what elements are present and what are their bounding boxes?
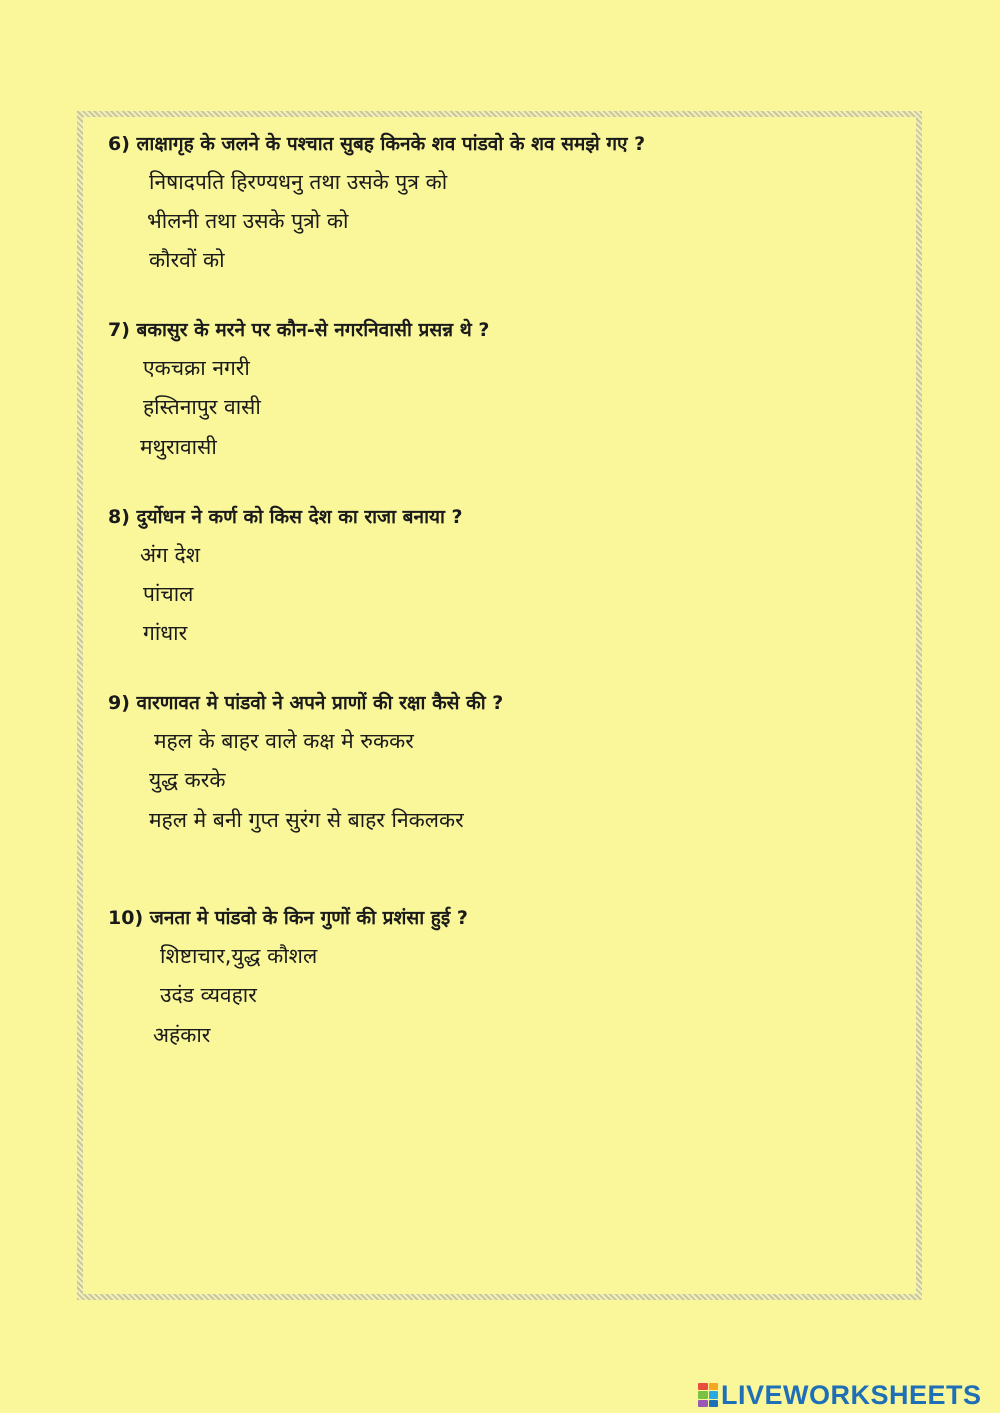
q9-option-1[interactable]: महल के बाहर वाले कक्ष मे रुककर	[154, 729, 414, 753]
q7-option-3[interactable]: मथुरावासी	[140, 435, 217, 459]
q7-option-1[interactable]: एकचक्रा नगरी	[143, 356, 250, 380]
q6-option-1[interactable]: निषादपति हिरण्यधनु तथा उसके पुत्र को	[149, 170, 448, 194]
q9-option-2[interactable]: युद्ध करके	[149, 768, 226, 792]
q8-option-2[interactable]: पांचाल	[143, 582, 194, 606]
question-8: 8) दुर्योधन ने कर्ण को किस देश का राजा बनाया ?	[108, 506, 463, 528]
q8-option-3[interactable]: गांधार	[143, 621, 188, 645]
q6-option-3[interactable]: कौरवों को	[149, 248, 225, 272]
q6-option-2[interactable]: भीलनी तथा उसके पुत्रो को	[147, 209, 349, 233]
q8-option-1[interactable]: अंग देश	[140, 543, 200, 567]
q10-option-1[interactable]: शिष्टाचार,युद्ध कौशल	[160, 944, 318, 968]
q10-option-3[interactable]: अहंकार	[153, 1023, 211, 1047]
question-7: 7) बकासुर के मरने पर कौन-से नगरनिवासी प्रसन्न थे ?	[108, 319, 490, 341]
liveworksheets-brand-text: LIVEWORKSHEETS	[721, 1379, 982, 1410]
question-6: 6) लाक्षागृह के जलने के पश्चात सुबह किनके शव पांडवो के शव समझे गए ?	[108, 133, 646, 155]
question-9: 9) वारणावत मे पांडवो ने अपने प्राणों की रक्षा कैसे की ?	[108, 692, 504, 714]
liveworksheets-logo[interactable]	[698, 1380, 982, 1410]
q9-option-3[interactable]: महल मे बनी गुप्त सुरंग से बाहर निकलकर	[149, 808, 464, 832]
liveworksheets-logo-icon	[698, 1383, 718, 1407]
question-10: 10) जनता मे पांडवो के किन गुणों की प्रशंसा हुई ?	[108, 907, 468, 929]
q10-option-2[interactable]: उदंड व्यवहार	[160, 983, 257, 1007]
q7-option-2[interactable]: हस्तिनापुर वासी	[143, 395, 261, 419]
